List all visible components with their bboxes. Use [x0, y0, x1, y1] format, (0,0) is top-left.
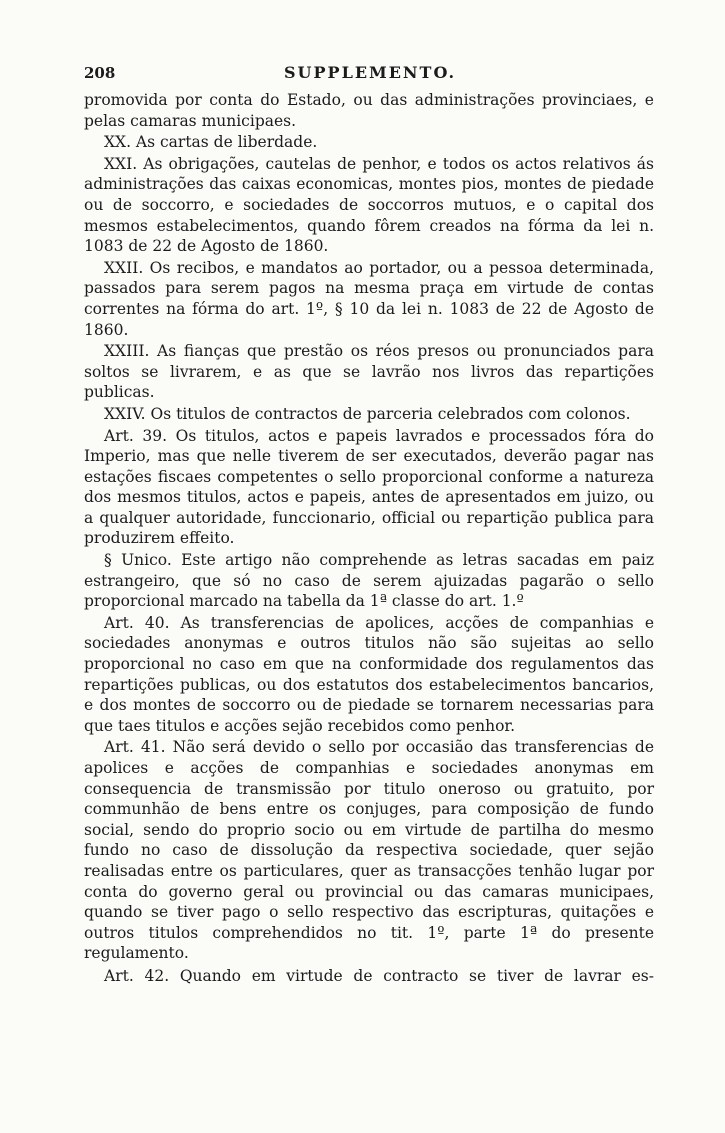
paragraph-item-xxiv: XXIV. Os titulos de contractos de parceria celebrados com colonos. — [104, 404, 631, 423]
paragraph-art-40: Art. 40. As transferencias de apolices, acções de companhias e sociedades anonymas e outros titulos não são sujeitas ao sello proporcional no caso em que na conformidade dos regulamentos das repartições publicas, ou dos estatutos dos estabelecimentos bancarios, e dos montes de soccorro ou de piedade se tornarem necessarias para que taes titulos e acções sejão recebidos como penhor. — [84, 613, 654, 735]
paragraph-item-xxiii: XXIII. As fianças que prestão os réos presos ou pronunciados para soltos se livrarem, e as que se lavrão nos livros das repartições publicas. — [84, 342, 654, 402]
paragraph-art-42: Art. 42. Quando em virtude de contracto se tiver de lavrar es- — [104, 966, 654, 985]
paragraph-art-39: Art. 39. Os titulos, actos e papeis lavrados e processados fóra do Imperio, mas que nelle tiverem de ser executados, deverão pagar nas estações fiscaes competentes o sello proporcional conforme a natureza dos mesmos titulos, actos e papeis, antes de apresentados em juizo, ou a qualquer autoridade, funccionario, official ou repartição publica para produzirem effeito. — [84, 426, 654, 548]
page-number: 208 — [84, 64, 116, 82]
paragraph-item-xxi: XXI. As obrigações, cautelas de penhor, e todos os actos relativos ás administrações das caixas economicas, montes pios, montes de piedade ou de soccorro, e sociedades de soccorros mutuos, e o capital dos mesmos estabelecimentos, quando fôrem creados na fórma da lei n. 1083 de 22 de Agosto de 1860. — [84, 154, 654, 256]
page-header — [84, 58, 654, 90]
document-page — [84, 58, 654, 987]
running-title: SUPPLEMENTO. — [284, 63, 457, 82]
paragraph-art-41: Art. 41. Não será devido o sello por occasião das transferencias de apolices e acções de companhias e sociedades anonymas em consequencia de transmissão por titulo oneroso ou gratuito, por communhão de bens entre os conjuges, para composição de fundo social, sendo do proprio socio ou em virtude de partilha do mesmo fundo no caso de dissolução da respectiva sociedade, quer sejão realisadas entre os particulares, quer as transacções tenhão lugar por conta do governo geral ou provincial ou das camaras municipaes, quando se tiver pago o sello respectivo das escripturas, quitações e outros titulos comprehendidos no tit. 1º, parte 1ª do presente regulamento. — [84, 738, 654, 963]
paragraph-single-section: § Unico. Este artigo não comprehende as letras sacadas em paiz estrangeiro, que só no caso de serem ajuizadas pagarão o sello proporcional marcado na tabella da 1ª classe do art. 1.º — [84, 551, 654, 611]
paragraph-continuation: promovida por conta do Estado, ou das administrações provinciaes, e pelas camaras municipaes. — [84, 91, 654, 130]
paragraph-item-xx: XX. As cartas de liberdade. — [104, 133, 318, 152]
paragraph-item-xxii: XXII. Os recibos, e mandatos ao portador, ou a pessoa determinada, passados para serem pagos na mesma praça em virtude de contas correntes na fórma do art. 1º, § 10 da lei n. 1083 de 22 de Agosto de 1860. — [84, 258, 654, 339]
